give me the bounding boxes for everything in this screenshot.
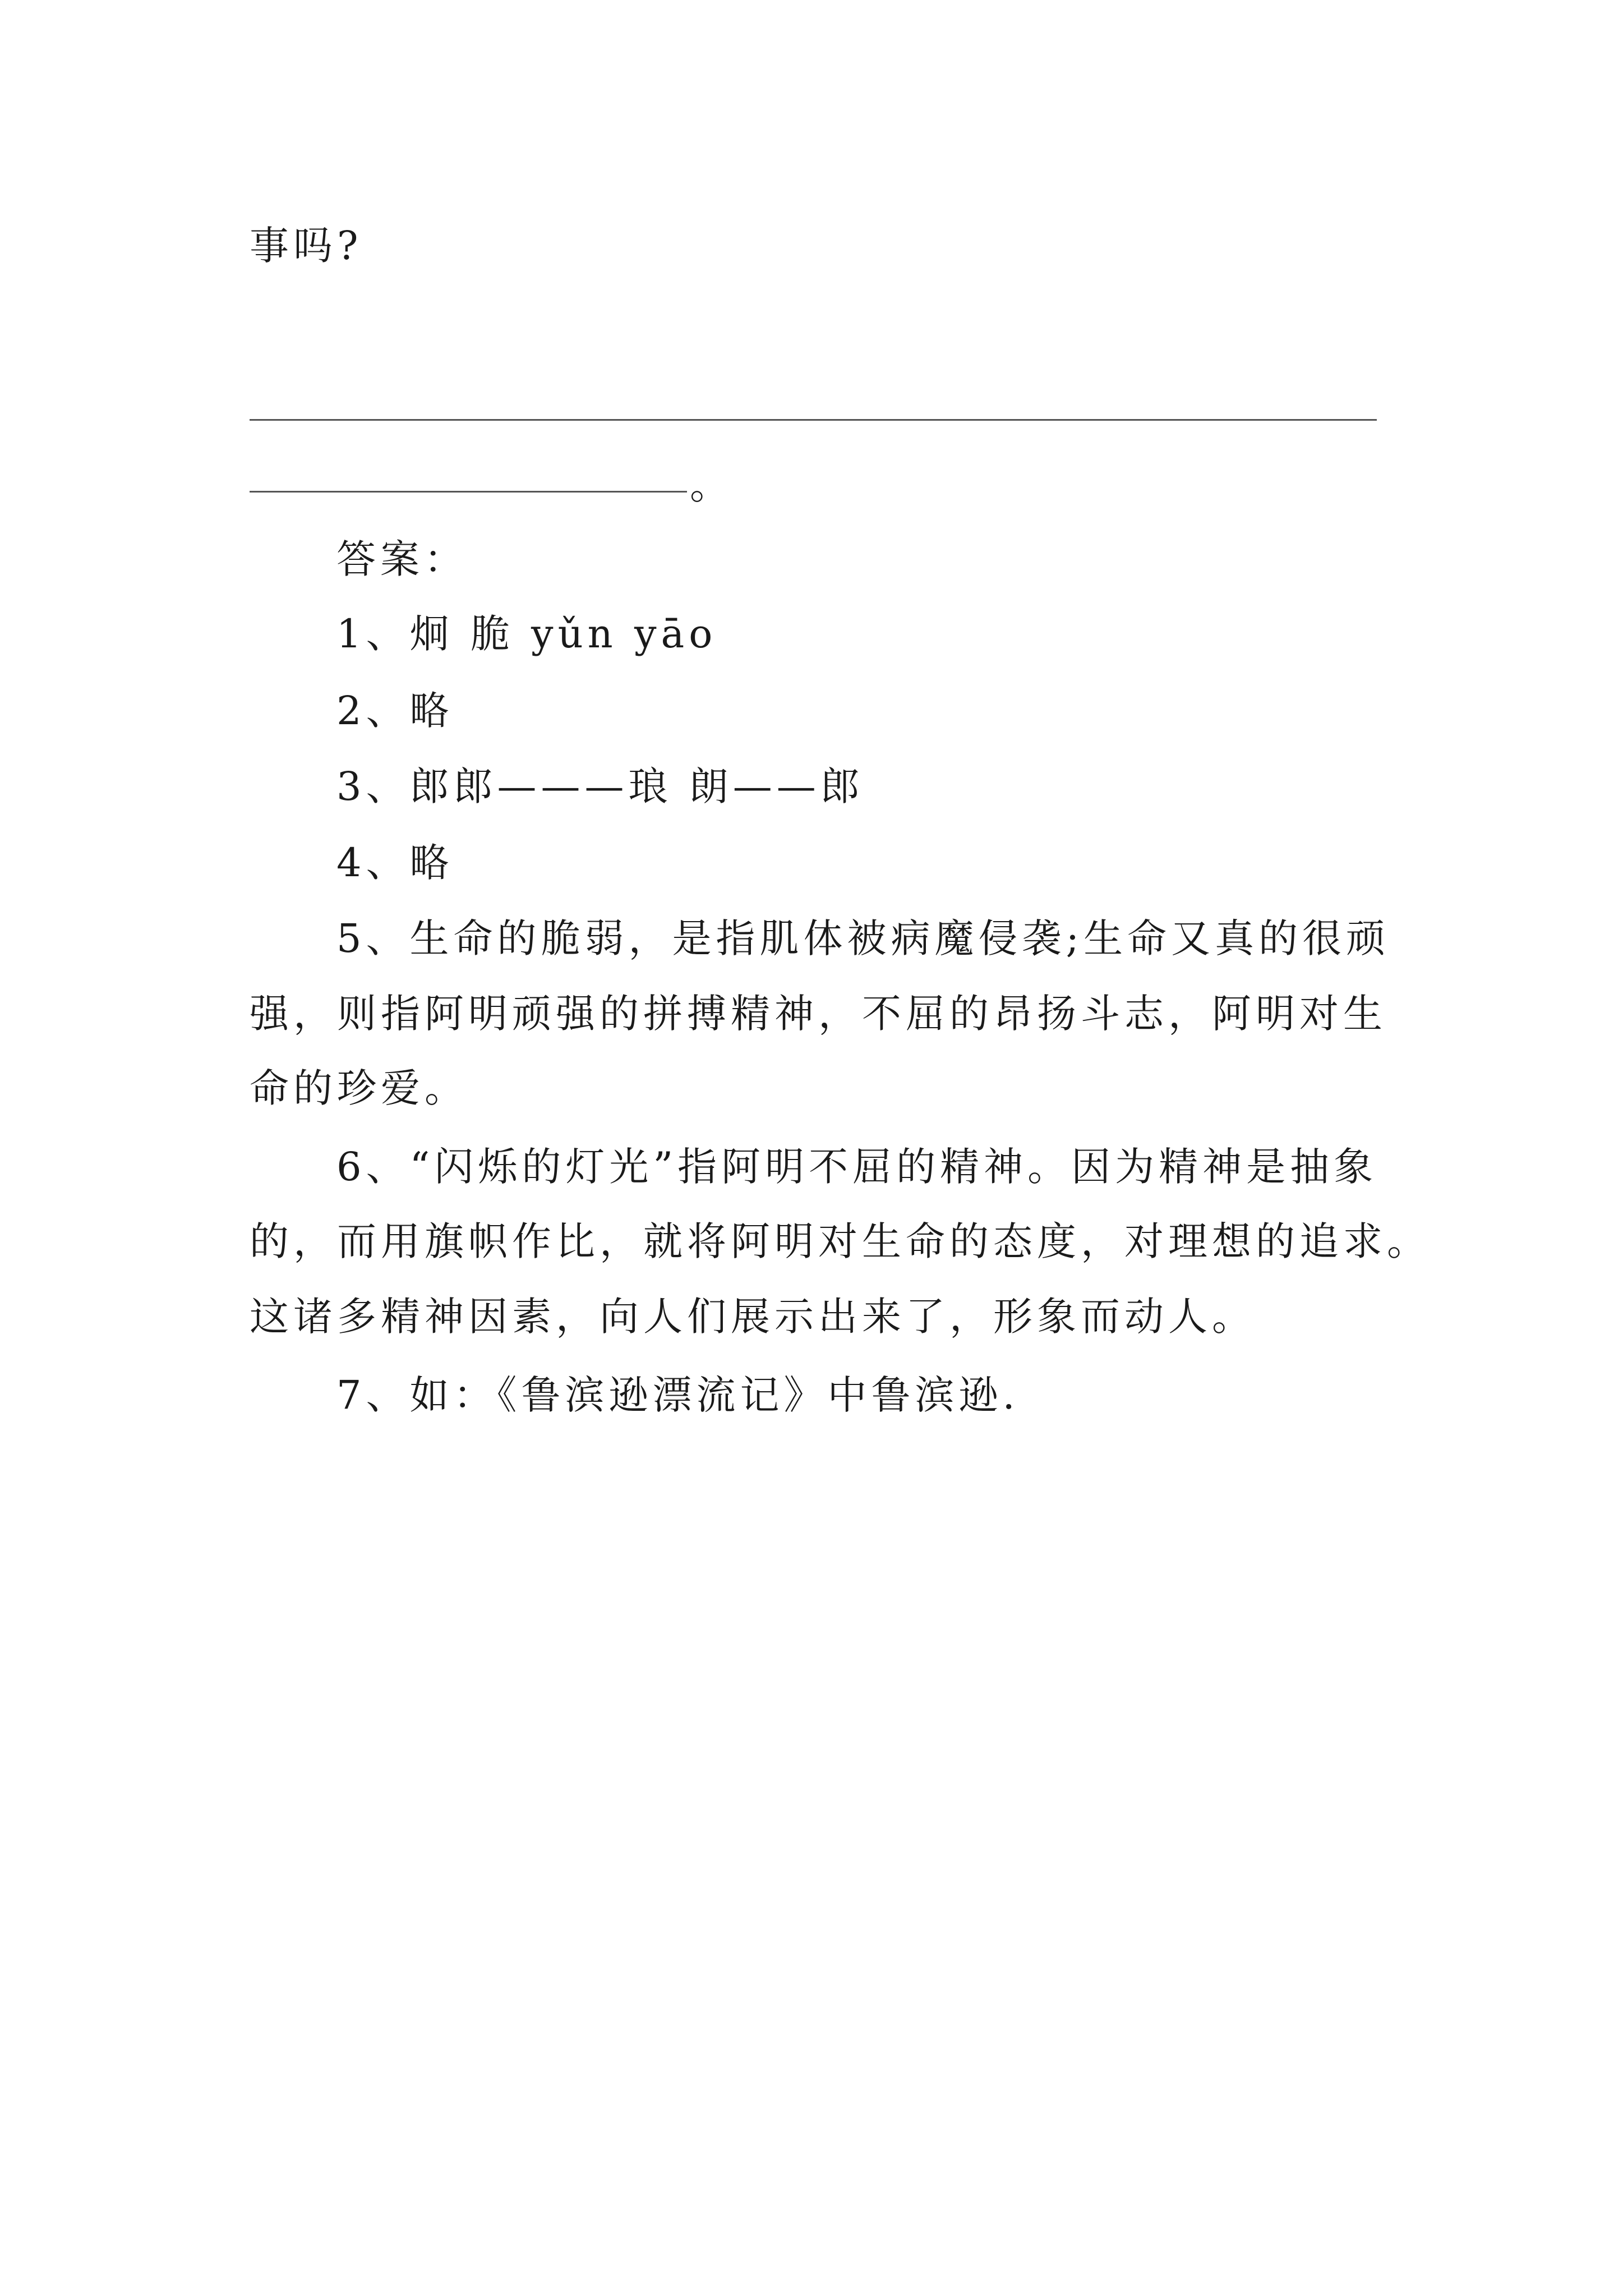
answer-6-line-2: 的，而用旗帜作比，就将阿明对生命的态度，对理想的追求。 xyxy=(250,1218,1431,1264)
answer-blank-line-2 xyxy=(250,491,687,493)
answer-4: 4、略 xyxy=(336,840,454,886)
blank-end-period: 。 xyxy=(690,462,734,508)
answer-5-line-1: 5、生命的脆弱，是指肌体被病魔侵袭;生命又真的很顽 xyxy=(336,915,1390,961)
answer-6-line-1: 6、“闪烁的灯光”指阿明不屈的精神。因为精神是抽象 xyxy=(336,1144,1378,1190)
answers-heading: 答案： xyxy=(336,536,468,582)
answer-2: 2、略 xyxy=(336,688,454,734)
answer-5-line-3: 命的珍爱。 xyxy=(250,1065,468,1111)
answer-5-line-2: 强，则指阿明顽强的拼搏精神，不屈的昂扬斗志，阿明对生 xyxy=(250,991,1387,1037)
answer-1: 1、炯 脆 yǔn yāo xyxy=(336,611,717,657)
question-tail-text: 事吗? xyxy=(250,223,363,269)
answer-6-line-3: 这诸多精神因素，向人们展示出来了，形象而动人。 xyxy=(250,1294,1256,1340)
answer-7: 7、如：《鲁滨逊漂流记》中鲁滨逊. xyxy=(336,1372,1020,1418)
answer-blank-line-1 xyxy=(250,419,1377,421)
answer-3: 3、郎郎———琅 朗——郎 xyxy=(336,763,864,809)
